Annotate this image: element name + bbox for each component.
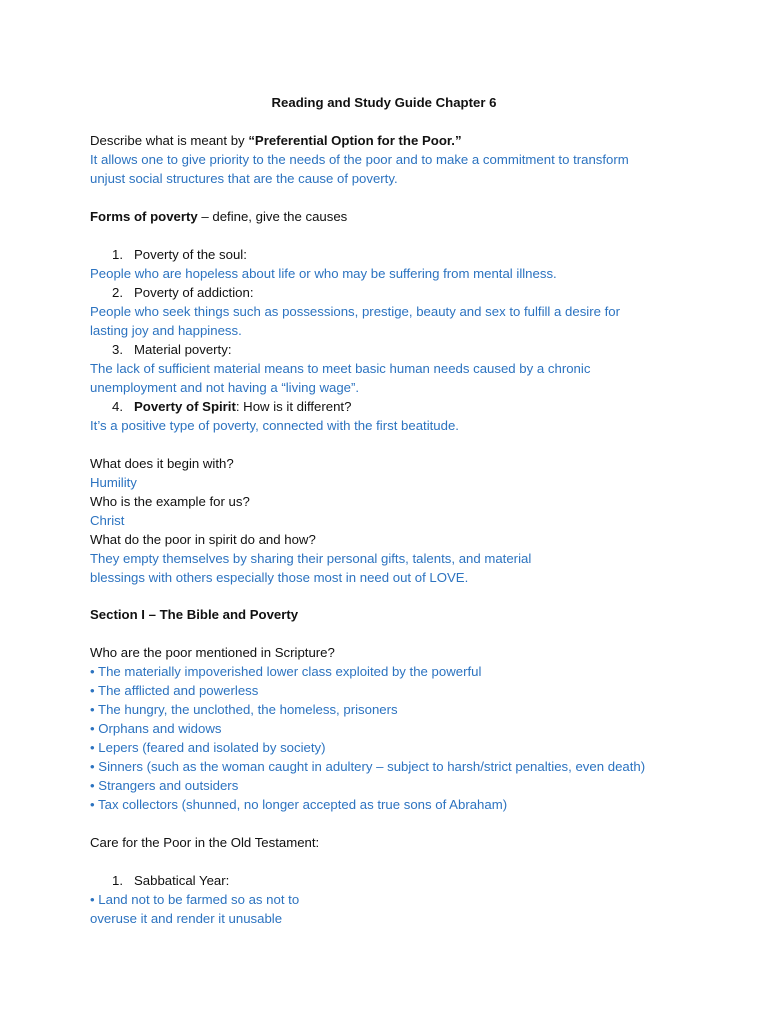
question: Who is the example for us? [90, 494, 250, 509]
bullet-item: • Lepers (feared and isolated by society) [90, 740, 326, 755]
bullet-item: • Sinners (such as the woman caught in adultery – subject to harsh/strict penalties, even death) [90, 759, 646, 774]
answer-line: It’s a positive type of poverty, connected with the first beatitude. [90, 418, 459, 433]
answer-line: It allows one to give priority to the needs of the poor and to make a commitment to transform [90, 152, 629, 167]
list-number: 4. [112, 399, 123, 414]
forms-heading-rest: – define, give the causes [197, 209, 348, 224]
bullet-item: • The afflicted and powerless [90, 683, 259, 698]
forms-heading [90, 207, 347, 226]
question: What does it begin with? [90, 456, 234, 471]
answer-line: People who seek things such as possessions, prestige, beauty and sex to fulfill a desire for [90, 304, 620, 319]
answer-line: unjust social structures that are the cause of poverty. [90, 171, 398, 186]
bullet-item: • Orphans and widows [90, 721, 222, 736]
answer-line: The lack of sufficient material means to meet basic human needs caused by a chronic [90, 361, 591, 376]
question: What do the poor in spirit do and how? [90, 532, 316, 547]
list-label: Poverty of the soul: [134, 247, 247, 262]
ot-heading: Care for the Poor in the Old Testament: [90, 835, 320, 850]
answer-line: Humility [90, 475, 137, 490]
list-label: Sabbatical Year: [134, 873, 230, 888]
list-item [112, 340, 231, 359]
list-number: 1. [112, 873, 123, 888]
answer-line: overuse it and render it unusable [90, 911, 283, 926]
question-term: “Preferential Option for the Poor.” [248, 133, 462, 148]
list-label: Material poverty: [134, 342, 232, 357]
answer-line: blessings with others especially those most in need out of LOVE. [90, 570, 469, 585]
list-label: Poverty of addiction: [134, 285, 254, 300]
bullet-item: • The hungry, the unclothed, the homeless, prisoners [90, 702, 398, 717]
list-item [112, 245, 247, 264]
bullet-item: • Strangers and outsiders [90, 778, 239, 793]
bullet-item: • Tax collectors (shunned, no longer accepted as true sons of Abraham) [90, 797, 508, 812]
question-preferential-option [90, 131, 462, 150]
question: Who are the poor mentioned in Scripture? [90, 645, 335, 660]
list-number: 2. [112, 285, 123, 300]
question-prefix: Describe what is meant by [90, 133, 249, 148]
list-item [112, 397, 351, 416]
page-title: Reading and Study Guide Chapter 6 [271, 95, 497, 110]
answer-line: lasting joy and happiness. [90, 323, 242, 338]
answer-line: • Land not to be farmed so as not to [90, 892, 300, 907]
forms-heading-bold: Forms of poverty [90, 209, 198, 224]
list-label-rest: : How is it different? [235, 399, 352, 414]
answer-line: People who are hopeless about life or who may be suffering from mental illness. [90, 266, 557, 281]
list-number: 3. [112, 342, 123, 357]
answer-line: They empty themselves by sharing their personal gifts, talents, and material [90, 551, 532, 566]
answer-line: Christ [90, 513, 125, 528]
list-item [112, 283, 254, 302]
list-item [112, 871, 229, 890]
bullet-item: • The materially impoverished lower class exploited by the powerful [90, 664, 482, 679]
list-label-bold: Poverty of Spirit [134, 399, 236, 414]
answer-line: unemployment and not having a “living wage”. [90, 380, 360, 395]
section-heading: Section I – The Bible and Poverty [90, 607, 299, 622]
list-number: 1. [112, 247, 123, 262]
